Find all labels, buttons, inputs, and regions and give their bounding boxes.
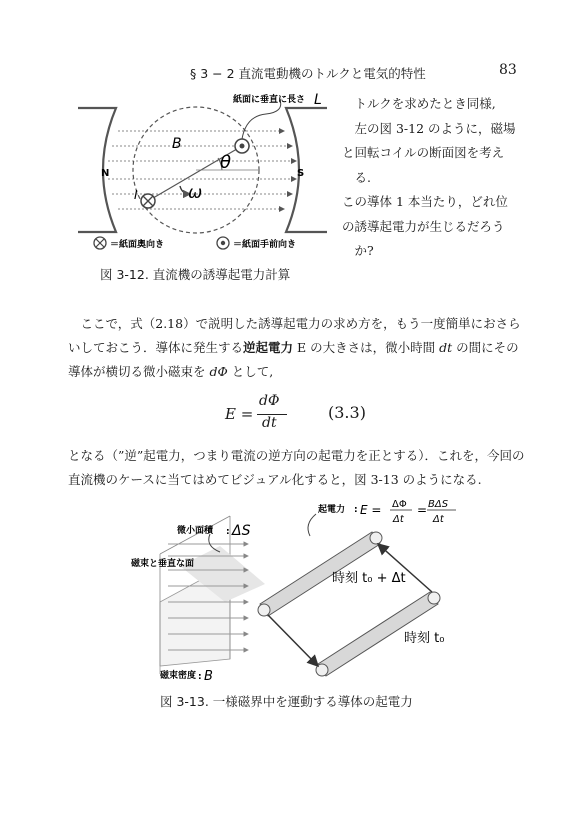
- label-length-symbol: L: [314, 92, 322, 108]
- text-line: 直流機のケースに当てはめてビジュアル化すると，図 3-13 のようになる.: [68, 472, 482, 487]
- paragraph-1: [68, 312, 528, 384]
- eq-denominator: dt: [262, 415, 277, 431]
- eq-lhs: E =: [225, 405, 254, 423]
- text-run: として,: [227, 364, 274, 379]
- side-text: [342, 92, 527, 264]
- label-length: 紙面に垂直に長さ: [233, 95, 306, 105]
- running-header: [0, 60, 583, 80]
- s-pole-shape: [286, 108, 327, 232]
- side-line: る.: [342, 169, 371, 185]
- figure-3-13-caption: 図 3-13. 一様磁界中を運動する導体の起電力: [160, 694, 413, 709]
- side-line: 左の図 3-12 のように，磁場: [342, 120, 516, 136]
- figure-3-12-caption: 図 3-12. 直流機の誘導起電力計算: [100, 267, 291, 282]
- math-dphi: dΦ: [209, 364, 228, 379]
- pole-n: N: [101, 168, 110, 179]
- paragraph-2: [68, 444, 528, 492]
- legend-into: ＝紙面奥向き: [110, 240, 165, 250]
- label-time-t0: 時刻 t₀: [404, 631, 445, 646]
- text-run: E の大きさは，微小時間: [293, 340, 440, 355]
- text-run: いしておこう．導体に発生する: [68, 340, 244, 355]
- label-small-area: 微小面積: [177, 526, 214, 536]
- eq-number: (3.3): [328, 403, 366, 422]
- eq-numerator: dΦ: [259, 393, 280, 409]
- figure-3-12: [70, 86, 335, 258]
- label-small-area-symbol: ΔS: [232, 523, 251, 539]
- math-dt: dt: [439, 340, 453, 355]
- header-title: § 3 − 2 直流電動機のトルクと電気的特性: [190, 66, 426, 81]
- page-number: 83: [499, 62, 517, 78]
- label-flux-density: 磁束密度: [160, 671, 197, 681]
- side-line: か?: [342, 243, 374, 258]
- label-emf: 起電力: [318, 505, 346, 515]
- label-time-t0-plus: 時刻 t₀ + Δt: [332, 571, 406, 586]
- figure-3-13: [120, 494, 470, 686]
- equation-3-3: [225, 393, 385, 437]
- pole-s: S: [297, 168, 305, 179]
- svg-text::: :: [226, 527, 230, 537]
- legend-out: ＝紙面手前向き: [233, 240, 297, 250]
- emf-den-1: Δt: [393, 514, 404, 525]
- svg-text::: :: [354, 505, 358, 515]
- label-flux-density-symbol: B: [204, 669, 213, 684]
- bold-term: 逆起電力: [243, 340, 294, 355]
- emf-equals: =: [417, 503, 428, 517]
- side-line: この導体 1 本当たり，どれ位: [342, 194, 508, 209]
- label-plane: 磁束と垂直な面: [131, 559, 195, 569]
- text-run: の間にその: [452, 340, 519, 355]
- emf-num-1: ΔΦ: [392, 499, 407, 510]
- emf-lhs: E =: [360, 503, 382, 517]
- emf-num-2: BΔS: [428, 499, 449, 510]
- label-theta: θ: [220, 152, 232, 173]
- label-b: B: [172, 136, 182, 152]
- side-line: トルクを求めたとき同様,: [342, 96, 496, 111]
- side-line: の誘導起電力が生じるだろう: [342, 218, 505, 234]
- svg-text::: :: [198, 672, 202, 682]
- side-line: と回転コイルの断面図を考え: [342, 145, 505, 160]
- text-run: 導体が横切る微小磁束を: [68, 364, 210, 379]
- text-line: となる（”逆”起電力，つまり電流の逆方向の起電力を正とする）．これを，今回の: [68, 448, 525, 463]
- emf-den-2: Δt: [433, 514, 444, 525]
- text-run: ここで，式（2.18）で説明した誘導起電力の求め方を，もう一度簡単におさら: [68, 316, 521, 331]
- n-pole-shape: [78, 108, 116, 232]
- label-omega: ω: [188, 183, 203, 203]
- label-current: I: [134, 188, 138, 202]
